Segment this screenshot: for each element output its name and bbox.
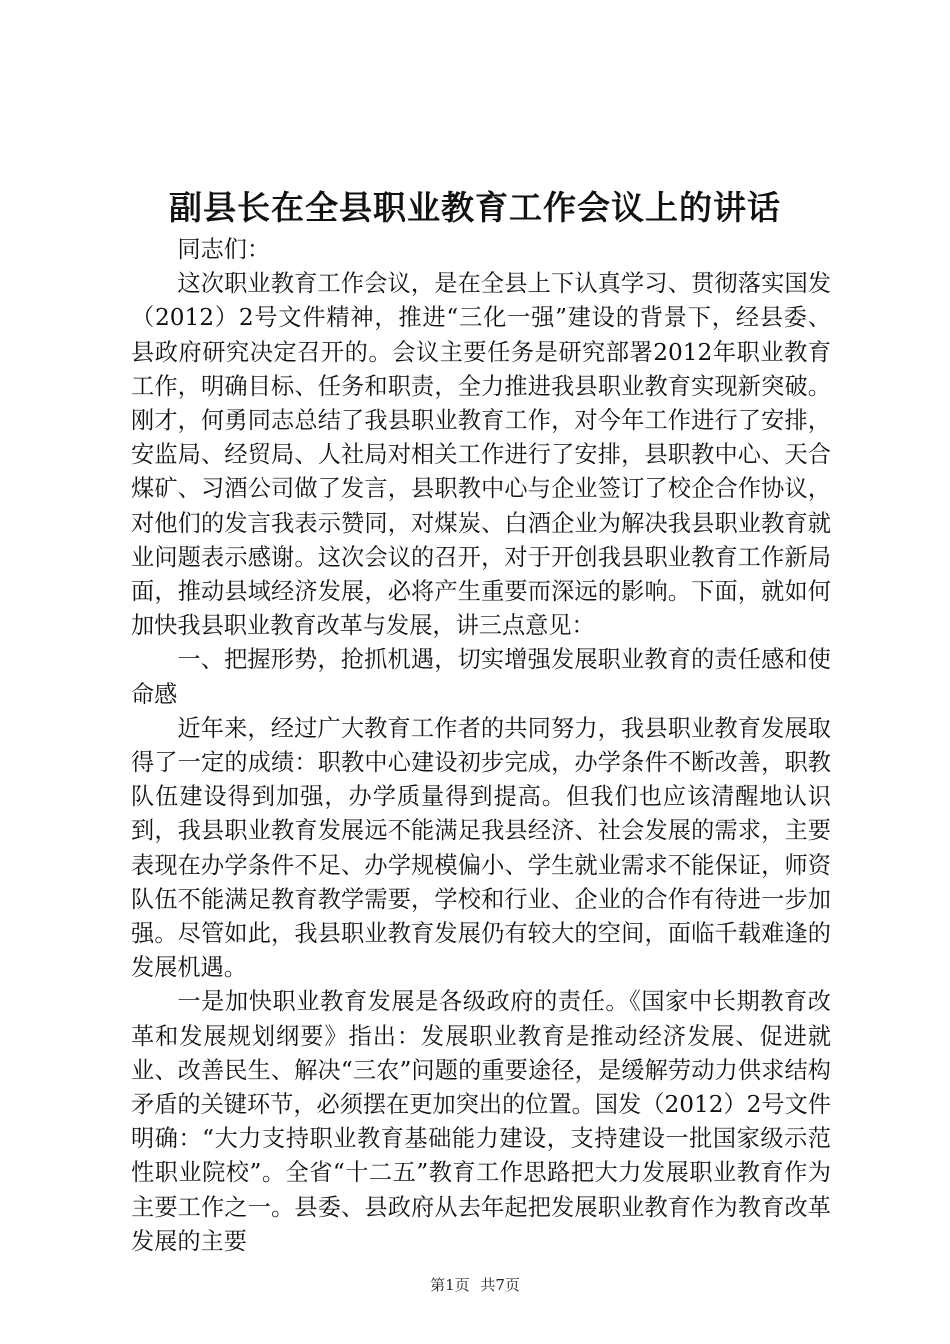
- salutation-paragraph: 同志们：: [177, 236, 271, 263]
- body-paragraph: 近年来，经过广大教育工作者的共同努力，我县职业教育发展取得了一定的成绩：职教中心建设初步完成，办学条件不断改善，职教队伍建设得到加强，办学质量得到提高。但我们也应该清醒地认识到，我县职业教育发展远不能满足我县经济、社会发展的需求，主要表现在办学条件不足、办学规模偏小、学生就业需求不能保证，师资队伍不能满足教育教学需要，学校和行业、企业的合作有待进一步加强。尽管如此，我县职业教育发展仍有较大的空间，面临千载难逢的发展机遇。: [131, 714, 831, 982]
- page-number: 第1页: [430, 1276, 470, 1294]
- page-footer: [0, 1275, 950, 1295]
- body-paragraph: 一是加快职业教育发展是各级政府的责任。《国家中长期教育改革和发展规划纲要》指出：发展职业教育是推动经济发展、促进就业、改善民生、解决“三农”问题的重要途径，是缓解劳动力供求结构矛盾的关键环节，必须摆在更加突出的位置。国发（2012）2号文件明确：“大力支持职业教育基础能力建设，支持建设一批国家级示范性职业院校”。全省“十二五”教育工作思路把大力发展职业教育作为主要工作之一。县委、县政府从去年起把发展职业教育作为教育改革发展的主要: [131, 988, 831, 1255]
- section-heading: 一、把握形势，抢抓机遇，切实增强发展职业教育的责任感和使命感: [131, 646, 831, 708]
- body-paragraph: 这次职业教育工作会议，是在全县上下认真学习、贯彻落实国发（2012）2号文件精神，推进“三化一强”建设的背景下，经县委、县政府研究决定召开的。会议主要任务是研究部署2012年职业教育工作，明确目标、任务和职责，全力推进我县职业教育实现新突破。刚才，何勇同志总结了我县职业教育工作，对今年工作进行了安排，安监局、经贸局、人社局对相关工作进行了安排，县职教中心、天合煤矿、习酒公司做了发言，县职教中心与企业签订了校企合作协议，对他们的发言我表示赞同，对煤炭、白酒企业为解决我县职业教育就业问题表示感谢。这次会议的召开，对于开创我县职业教育工作新局面，推动县域经济发展，必将产生重要而深远的影响。下面，就如何加快我县职业教育改革与发展，讲三点意见：: [131, 270, 831, 640]
- page-title: 副县长在全县职业教育工作会议上的讲话: [169, 188, 781, 227]
- page-total: 共7页: [480, 1276, 520, 1294]
- document-body: [131, 233, 831, 1259]
